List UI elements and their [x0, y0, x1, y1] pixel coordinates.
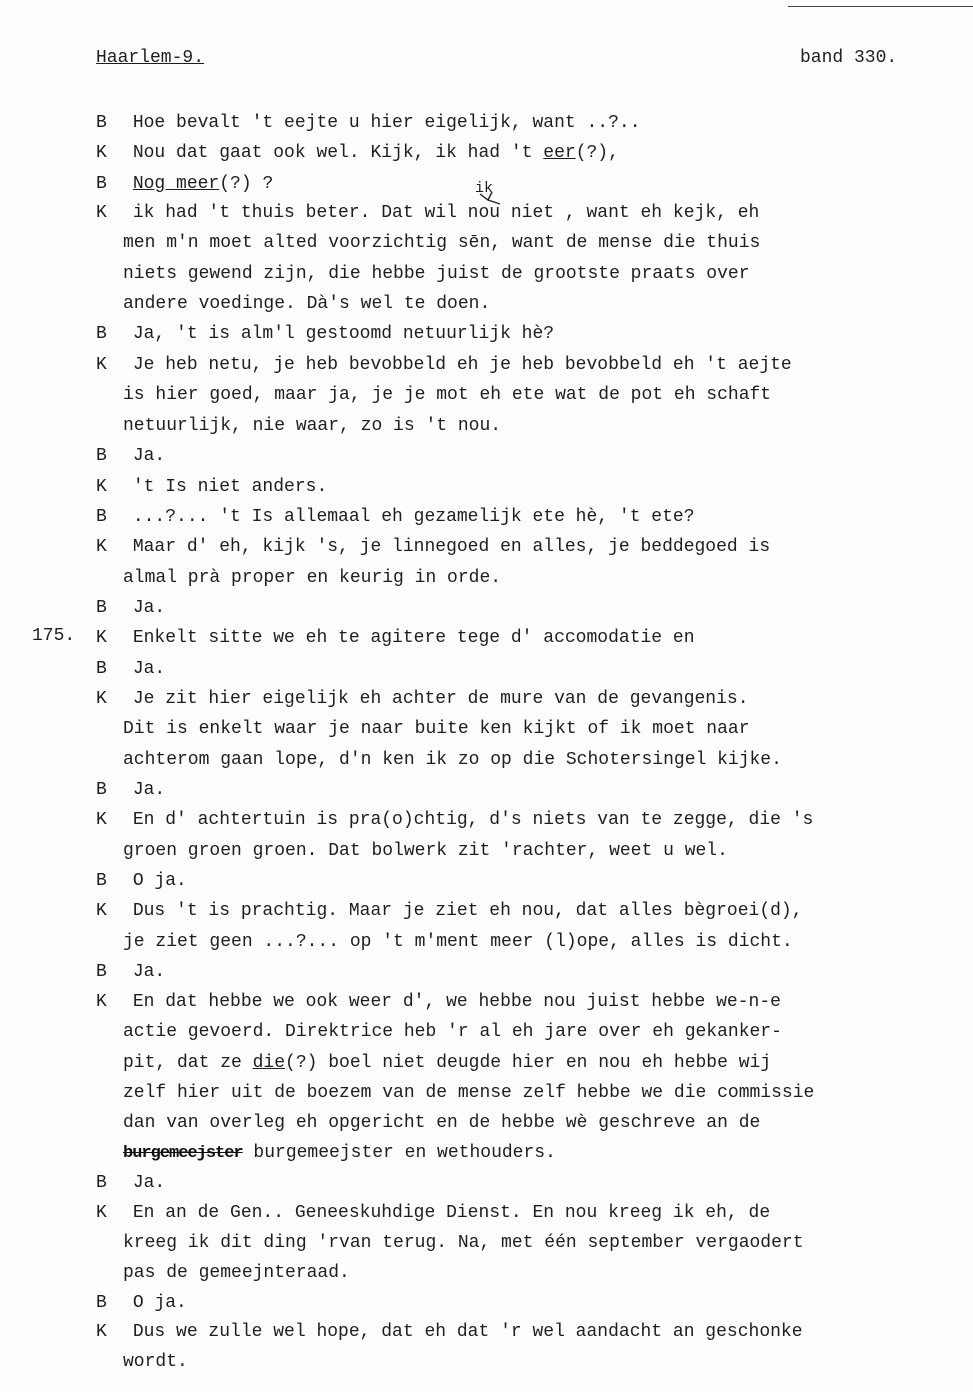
header-location: Haarlem-9.: [96, 48, 205, 68]
speaker-label: K: [96, 1322, 107, 1342]
transcript-line: zelf hier uit de boezem van de mense zelf hebbe we die commissie: [123, 1083, 815, 1103]
transcript-line: K En dat hebbe we ook weer d', we hebbe nou juist hebbe we-n-e: [96, 992, 781, 1012]
transcript-line: B O ja.: [96, 1293, 187, 1313]
transcript-line: B Ja.: [96, 598, 166, 618]
transcript-line: B Hoe bevalt 't eejte u hier eigelijk, want ..?..: [96, 113, 641, 133]
transcript-line: B Ja.: [96, 962, 166, 982]
transcript-line: K Nou dat gaat ook wel. Kijk, ik had 't eer(?),: [96, 143, 619, 163]
transcript-line: B Ja.: [96, 659, 166, 679]
transcript-line: actie gevoerd. Direktrice heb 'r al eh jare over eh gekanker-: [123, 1022, 782, 1042]
transcript-line: burgemeejster burgemeejster en wethouders.: [123, 1143, 556, 1163]
transcript-line: Dit is enkelt waar je naar buite ken kijkt of ik moet naar: [123, 719, 750, 739]
transcript-line: B Nog meer(?) ?: [96, 174, 274, 194]
speaker-label: K: [96, 143, 107, 163]
speaker-label: B: [96, 962, 107, 982]
speaker-label: B: [96, 871, 107, 891]
transcript-line: achterom gaan lope, d'n ken ik zo op die Schotersingel kijke.: [123, 750, 782, 770]
struck-out-word: burgemeejster: [123, 1144, 243, 1163]
transcript-line: groen groen groen. Dat bolwerk zit 'rachter, weet u wel.: [123, 841, 728, 861]
transcript-line: niets gewend zijn, die hebbe juist de grootste praats over: [123, 264, 750, 284]
transcript-line: pas de gemeejnteraad.: [123, 1263, 350, 1283]
transcript-line: K Dus we zulle wel hope, dat eh dat 'r wel aandacht an geschonke: [96, 1322, 803, 1342]
transcript-line: B Ja, 't is alm'l gestoomd netuurlijk hè?: [96, 324, 555, 344]
transcript-line: K Je heb netu, je heb bevobbeld eh je heb bevobbeld eh 't aejte: [96, 355, 792, 375]
transcript-line: B Ja.: [96, 446, 166, 466]
speaker-label: B: [96, 1293, 107, 1313]
transcript-line: men m'n moet alted voorzichtig sēn, want de mense die thuis: [123, 233, 761, 253]
transcript-line: K Je zit hier eigelijk eh achter de mure van de gevangenis.: [96, 689, 749, 709]
speaker-label: B: [96, 446, 107, 466]
transcript-line: andere voedinge. Dà's wel te doen.: [123, 294, 491, 314]
speaker-label: B: [96, 113, 107, 133]
transcript-line: K En d' achtertuin is pra(o)chtig, d's niets van te zegge, die 's: [96, 810, 814, 830]
speaker-label: B: [96, 659, 107, 679]
transcript-line: K Dus 't is prachtig. Maar je ziet eh nou, dat alles bègroei(d),: [96, 901, 803, 921]
transcript-line: je ziet geen ...?... op 't m'ment meer (l)ope, alles is dicht.: [123, 932, 793, 952]
speaker-label: B: [96, 1173, 107, 1193]
speaker-label: B: [96, 324, 107, 344]
transcript-line: K En an de Gen.. Geneeskuhdige Dienst. En nou kreeg ik eh, de: [96, 1203, 771, 1223]
transcript-line: K Enkelt sitte we eh te agitere tege d' accomodatie en: [96, 628, 695, 648]
transcript-line: is hier goed, maar ja, je je mot eh ete wat de pot eh schaft: [123, 385, 772, 405]
speaker-label: K: [96, 689, 107, 709]
transcript-line: wordt.: [123, 1352, 188, 1372]
speaker-label: K: [96, 537, 107, 557]
speaker-label: B: [96, 598, 107, 618]
margin-line-number: 175.: [32, 626, 76, 646]
transcript-line: almal prà proper en keurig in orde.: [123, 568, 502, 588]
transcript-line: B Ja.: [96, 1173, 166, 1193]
transcript-line: pit, dat ze die(?) boel niet deugde hier en nou eh hebbe wij: [123, 1053, 772, 1073]
speaker-label: K: [96, 477, 107, 497]
transcript-line: K Maar d' eh, kijk 's, je linnegoed en alles, je beddegoed is: [96, 537, 771, 557]
header-tape-number: band 330.: [800, 48, 898, 68]
transcript-line: B O ja.: [96, 871, 187, 891]
transcript-line: B Ja.: [96, 780, 166, 800]
transcript-line: K 't Is niet anders.: [96, 477, 328, 497]
speaker-label: K: [96, 203, 107, 223]
speaker-label: B: [96, 507, 107, 527]
speaker-label: K: [96, 355, 107, 375]
page-edge-line: [788, 6, 973, 7]
speaker-label: K: [96, 992, 107, 1012]
transcript-line: netuurlijk, nie waar, zo is 't nou.: [123, 416, 502, 436]
speaker-label: K: [96, 901, 107, 921]
insertion-mark: ik: [475, 180, 494, 197]
speaker-label: B: [96, 174, 107, 194]
speaker-label: B: [96, 780, 107, 800]
speaker-label: K: [96, 628, 107, 648]
speaker-label: K: [96, 810, 107, 830]
transcript-line: kreeg ik dit ding 'rvan terug. Na, met één september vergaodert: [123, 1233, 804, 1253]
transcript-line: B ...?... 't Is allemaal eh gezamelijk ete hè, 't ete?: [96, 507, 695, 527]
speaker-label: K: [96, 1203, 107, 1223]
transcript-line: K ik had 't thuis beter. Dat wil nou niet , want eh kejk, eh: [96, 203, 760, 223]
transcript-line: dan van overleg eh opgericht en de hebbe wè geschreve an de: [123, 1113, 761, 1133]
